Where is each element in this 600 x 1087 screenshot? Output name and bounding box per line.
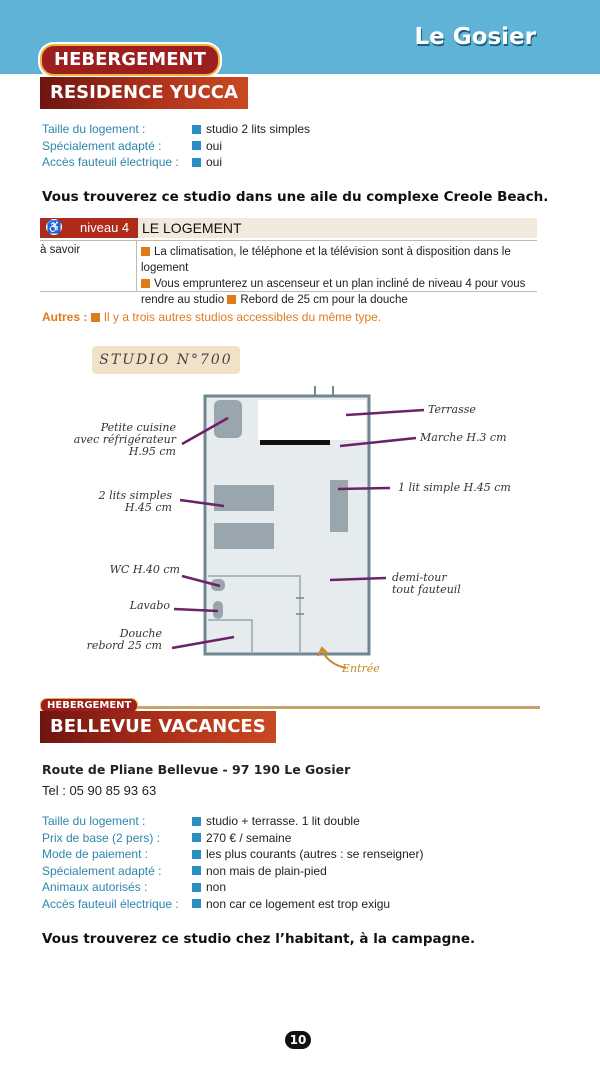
info-row bbox=[42, 896, 423, 913]
annotation-line: rebord 25 cm bbox=[86, 639, 162, 652]
bellevue-address: Route de Pliane Bellevue - 97 190 Le Gosier bbox=[42, 762, 351, 777]
divider bbox=[136, 241, 137, 291]
yucca-info bbox=[42, 121, 310, 171]
hebergement-pill: HEBERGEMENT bbox=[40, 44, 220, 76]
info-label: Animaux autorisés : bbox=[42, 880, 148, 894]
autres-key: Autres : bbox=[42, 310, 88, 324]
douche-annotation bbox=[60, 628, 162, 652]
bullet-square-icon bbox=[141, 247, 150, 256]
savoir-block bbox=[40, 240, 537, 306]
wc-annotation: WC H.40 cm bbox=[109, 563, 180, 576]
annotation-line: demi-tour bbox=[392, 571, 447, 584]
bellevue-title: BELLEVUE VACANCES bbox=[40, 711, 276, 743]
logement-header bbox=[40, 218, 537, 238]
info-row bbox=[42, 830, 423, 847]
bullet-square-icon bbox=[192, 141, 201, 150]
lit-simple-annotation: 1 lit simple H.45 cm bbox=[398, 481, 511, 494]
residence-title: RESIDENCE YUCCA bbox=[40, 77, 248, 109]
info-label: Mode de paiement : bbox=[42, 847, 149, 861]
lits-annotation bbox=[60, 490, 172, 514]
floor-plan bbox=[0, 330, 600, 690]
wheelchair-icon: ♿ bbox=[46, 220, 62, 234]
annotation-line: Petite cuisine bbox=[100, 421, 176, 434]
annotation-line: avec réfrigérateur bbox=[73, 433, 176, 446]
info-value: 270 € / semaine bbox=[206, 830, 292, 845]
terrasse-annotation: Terrasse bbox=[428, 403, 476, 416]
info-value: studio + terrasse. 1 lit double bbox=[206, 814, 360, 828]
bullet-square-icon bbox=[192, 158, 201, 167]
bullet-square-icon bbox=[192, 883, 201, 892]
savoir-label: à savoir bbox=[40, 244, 81, 256]
bullet-square-icon bbox=[192, 817, 201, 826]
info-value: oui bbox=[206, 155, 223, 169]
info-label: Spécialement adapté : bbox=[42, 863, 162, 878]
bellevue-lead: Vous trouverez ce studio chez l’habitant, à la campagne. bbox=[42, 931, 476, 947]
annotation-line: tout fauteuil bbox=[392, 583, 461, 596]
autres-text: Il y a trois autres studios accessibles du même type. bbox=[103, 310, 382, 324]
info-row bbox=[42, 813, 423, 830]
bellevue-info bbox=[42, 813, 423, 912]
cuisine-annotation bbox=[60, 422, 176, 458]
bullet-square-icon bbox=[192, 850, 201, 859]
info-row bbox=[42, 138, 310, 155]
annotation-line: 2 lits simples bbox=[98, 489, 172, 502]
bullet-square-icon bbox=[141, 279, 150, 288]
bullet-square-icon bbox=[227, 295, 236, 304]
annotation-line: Douche bbox=[119, 627, 162, 640]
logement-title: LE LOGEMENT bbox=[142, 220, 242, 236]
niveau-badge bbox=[40, 218, 138, 238]
savoir-item: Rebord de 25 cm pour la douche bbox=[240, 294, 408, 306]
info-label: Prix de base (2 pers) : bbox=[42, 830, 161, 845]
savoir-text bbox=[141, 244, 533, 308]
bullet-square-icon bbox=[91, 313, 100, 322]
bullet-square-icon bbox=[192, 125, 201, 134]
info-label: Accès fauteuil électrique : bbox=[42, 155, 179, 169]
info-value: non bbox=[206, 880, 227, 894]
info-value: oui bbox=[206, 138, 223, 153]
info-label: Spécialement adapté : bbox=[42, 138, 162, 153]
info-row bbox=[42, 879, 423, 896]
bellevue-phone: Tel : 05 90 85 93 63 bbox=[42, 783, 157, 798]
savoir-item: Vous emprunterez un ascenseur et un plan incliné de niveau 4 pour vous rendre au studio bbox=[141, 278, 526, 306]
section-rule bbox=[110, 706, 540, 709]
annotation-line: H.45 cm bbox=[124, 501, 172, 514]
info-value: non car ce logement est trop exigu bbox=[206, 896, 391, 911]
marche-annotation: Marche H.3 cm bbox=[420, 431, 507, 444]
annotation-line: H.95 cm bbox=[128, 445, 176, 458]
autres-line bbox=[42, 310, 381, 324]
bullet-square-icon bbox=[192, 899, 201, 908]
info-value: non mais de plain-pied bbox=[206, 863, 327, 878]
lavabo-annotation: Lavabo bbox=[129, 599, 170, 612]
bullet-square-icon bbox=[192, 833, 201, 842]
info-row bbox=[42, 121, 310, 138]
info-row bbox=[42, 863, 423, 880]
yucca-lead: Vous trouverez ce studio dans une aile du complexe Creole Beach. bbox=[42, 189, 549, 205]
demitour-annotation bbox=[392, 572, 461, 596]
hebergement-pill-small: HEBERGEMENT bbox=[40, 698, 138, 713]
info-label: Accès fauteuil électrique : bbox=[42, 896, 179, 911]
studio-number-label: STUDIO N°700 bbox=[92, 346, 240, 374]
bullet-square-icon bbox=[192, 866, 201, 875]
city-title: Le Gosier bbox=[414, 24, 536, 50]
info-row bbox=[42, 154, 310, 171]
info-value: studio 2 lits simples bbox=[206, 122, 311, 136]
entree-annotation: Entrée bbox=[342, 662, 380, 675]
info-row bbox=[42, 846, 423, 863]
niveau-label: niveau 4 bbox=[80, 220, 130, 235]
info-label: Taille du logement : bbox=[42, 122, 146, 136]
page-number: 10 bbox=[285, 1031, 311, 1049]
info-value: les plus courants (autres : se renseigner) bbox=[206, 847, 424, 861]
info-label: Taille du logement : bbox=[42, 814, 146, 828]
savoir-item: La climatisation, le téléphone et la télévision sont à disposition dans le logement bbox=[141, 246, 511, 274]
